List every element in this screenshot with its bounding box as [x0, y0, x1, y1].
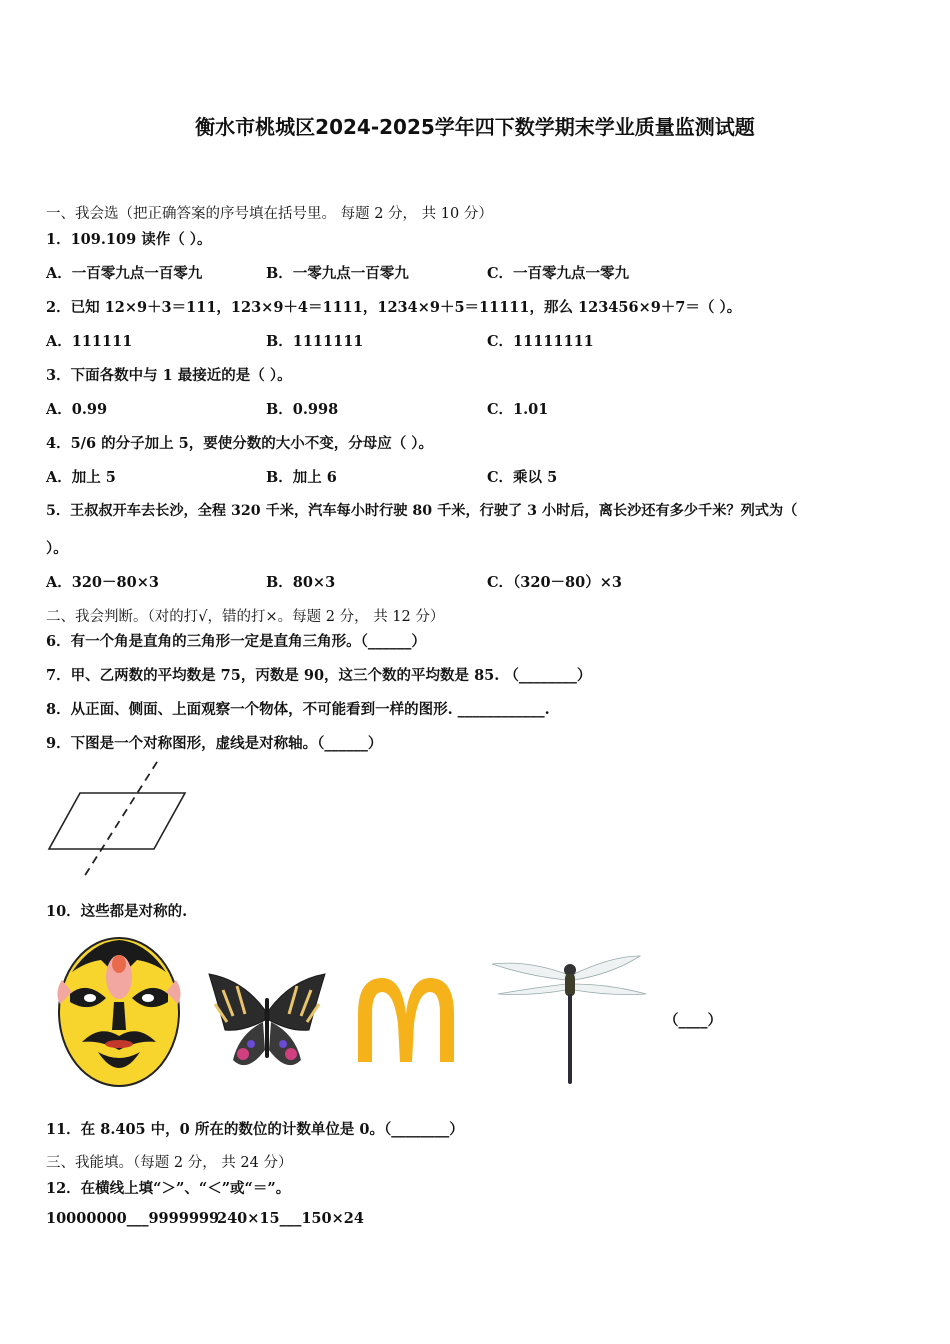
q7: 7．甲、乙两数的平均数是 75，丙数是 90，这三个数的平均数是 85. （________） — [46, 667, 592, 684]
q5-option-c[interactable]: C．（320－80）×3 — [487, 574, 622, 591]
q3-option-a[interactable]: A．0.99 — [46, 401, 108, 418]
section3-header: 三、我能填。（每题 2 分， 共 24 分） — [46, 1155, 293, 1171]
q12-item-2[interactable]: 240×15___150×24 — [217, 1210, 364, 1227]
opera-mask-icon — [52, 932, 187, 1088]
q5-stem-cont: ）。 — [46, 540, 68, 557]
section2-header: 二、我会判断。（对的打√，错的打×。每题 2 分， 共 12 分） — [46, 609, 445, 625]
q8: 8．从正面、侧面、上面观察一个物体，不可能看到一样的图形. ____________. — [46, 701, 550, 718]
page-title: 衡水市桃城区2024-2025学年四下数学期末学业质量监测试题 — [195, 115, 755, 139]
q2-option-c[interactable]: C．11111111 — [487, 333, 594, 350]
section1-header: 一、我会选（把正确答案的序号填在括号里。 每题 2 分， 共 10 分） — [46, 206, 493, 222]
q4-option-b[interactable]: B．加上 6 — [266, 469, 337, 486]
butterfly-icon — [203, 970, 331, 1082]
q5-option-b[interactable]: B．80×3 — [266, 574, 336, 591]
q4-stem: 4．5/6 的分子加上 5，要使分数的大小不变，分母应（ ）。 — [46, 435, 434, 452]
q12-item-1[interactable]: 10000000___9999999 — [46, 1210, 220, 1227]
q6: 6．有一个角是直角的三角形一定是直角三角形。（______） — [46, 633, 426, 650]
dragonfly-icon — [488, 950, 652, 1090]
q3-stem: 3．下面各数中与 1 最接近的是（ ）。 — [46, 367, 292, 384]
q2-option-b[interactable]: B．1111111 — [266, 333, 364, 350]
q9: 9．下图是一个对称图形，虚线是对称轴。（______） — [46, 735, 383, 752]
mcdonalds-logo-icon — [352, 974, 460, 1066]
q10: 10．这些都是对称的. — [46, 903, 188, 920]
q10-answer-blank[interactable]: （____） — [664, 1012, 722, 1029]
q1-stem: 1．109.109 读作（ ）。 — [46, 231, 212, 248]
q1-option-b[interactable]: B．一零九点一百零九 — [266, 265, 409, 282]
q1-option-a[interactable]: A．一百零九点一百零九 — [46, 265, 203, 282]
q2-option-a[interactable]: A．111111 — [46, 333, 133, 350]
q2-stem: 2．已知 12×9＋3＝111，123×9＋4＝1111，1234×9＋5＝11111，那么 123456×9＋7＝（ ）。 — [46, 299, 742, 316]
q5-option-a[interactable]: A．320－80×3 — [46, 574, 159, 591]
parallelogram-figure — [44, 758, 194, 884]
q1-option-c[interactable]: C．一百零九点一零九 — [487, 265, 630, 282]
q3-option-b[interactable]: B．0.998 — [266, 401, 339, 418]
q4-option-c[interactable]: C．乘以 5 — [487, 469, 558, 486]
q5-stem: 5．王叔叔开车去长沙，全程 320 千米，汽车每小时行驶 80 千米，行驶了 3 小时后，离长沙还有多少千米？列式为（ — [46, 503, 798, 519]
q12-stem: 12．在横线上填“＞”、“＜”或“＝”。 — [46, 1180, 291, 1197]
q11: 11．在 8.405 中，0 所在的数位的计数单位是 0。（________） — [46, 1121, 464, 1138]
q3-option-c[interactable]: C．1.01 — [487, 401, 549, 418]
q4-option-a[interactable]: A．加上 5 — [46, 469, 116, 486]
